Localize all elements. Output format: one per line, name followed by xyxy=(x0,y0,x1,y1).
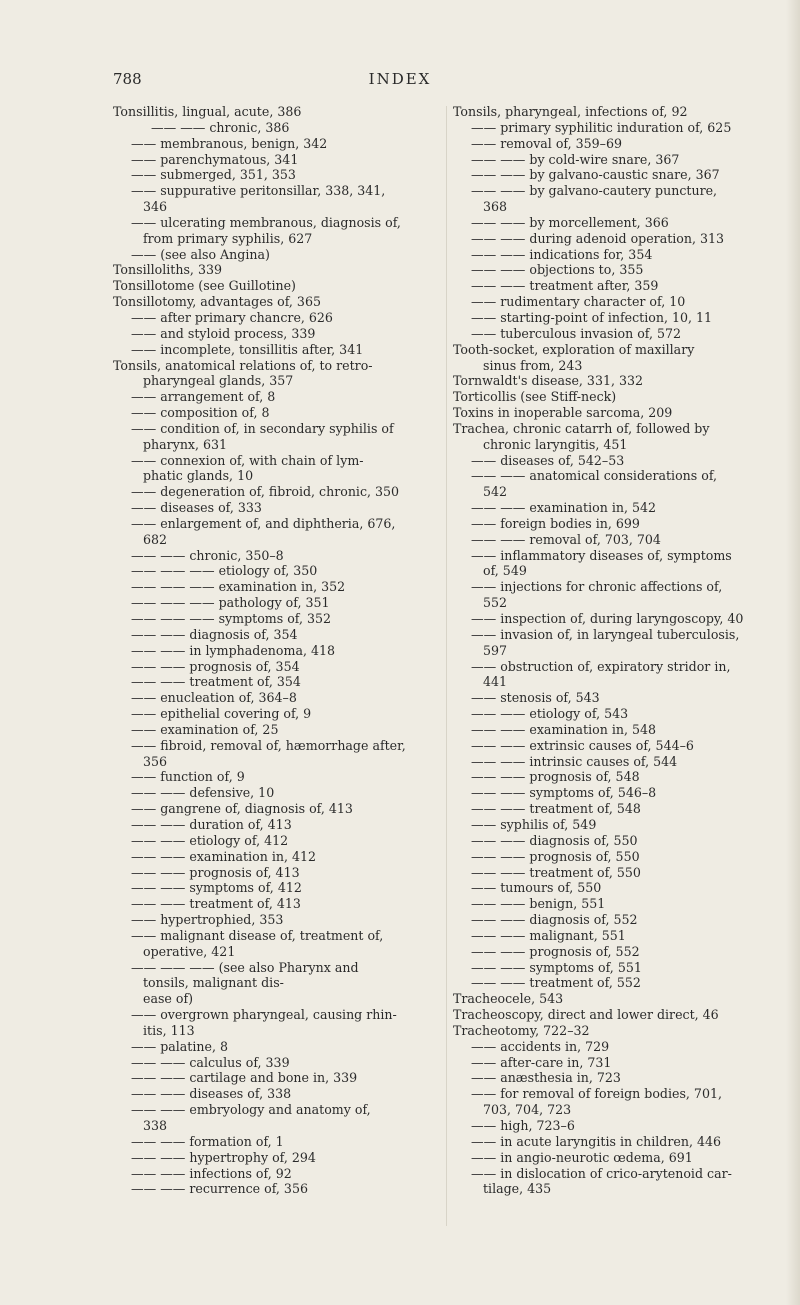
index-entry: —— for removal of foreign bodies, 701, xyxy=(471,1086,722,1102)
index-entry: —— syphilis of, 549 xyxy=(471,816,597,832)
index-entry: —— —— recurrence of, 356 xyxy=(131,1181,308,1197)
index-entry: —— degeneration of, fibroid, chronic, 350 xyxy=(131,484,400,500)
index-entry: —— —— hypertrophy of, 294 xyxy=(131,1149,316,1165)
index-entry: —— in dislocation of crico-arytenoid car- xyxy=(471,1165,732,1181)
running-title: INDEX xyxy=(368,70,432,88)
index-entry: —— enucleation of, 364–8 xyxy=(131,690,297,706)
index-entry: —— —— infections of, 92 xyxy=(131,1165,292,1181)
index-entry: —— —— prognosis of, 550 xyxy=(471,848,640,864)
index-entry-continuation: 703, 704, 723 xyxy=(483,1102,572,1118)
index-column-left xyxy=(113,104,445,1197)
index-entry: —— examination of, 25 xyxy=(131,721,279,737)
index-entry-continuation: 552 xyxy=(483,595,508,611)
index-entry: —— —— removal of, 703, 704 xyxy=(471,531,661,547)
index-entry-continuation: itis, 113 xyxy=(143,1022,195,1038)
index-entry: —— in acute laryngitis in children, 446 xyxy=(471,1133,721,1149)
index-entry-continuation: 542 xyxy=(483,484,508,500)
index-entry: —— epithelial covering of, 9 xyxy=(131,706,312,722)
index-column-right xyxy=(453,104,785,1197)
index-entry: —— foreign bodies in, 699 xyxy=(471,515,640,531)
index-entry: —— —— defensive, 10 xyxy=(131,785,275,801)
index-entry: —— —— —— examination in, 352 xyxy=(131,579,346,595)
index-entry: —— accidents in, 729 xyxy=(471,1038,610,1054)
index-entry: —— parenchymatous, 341 xyxy=(131,151,299,167)
index-entry: —— hypertrophied, 353 xyxy=(131,912,284,928)
index-entry: —— after-care in, 731 xyxy=(471,1054,612,1070)
index-entry: —— —— diagnosis of, 354 xyxy=(131,626,298,642)
index-entry-continuation: 682 xyxy=(143,531,168,547)
index-entry: —— diseases of, 333 xyxy=(131,500,262,516)
index-entry: —— —— diagnosis of, 552 xyxy=(471,912,638,928)
index-entry: —— —— extrinsic causes of, 544–6 xyxy=(471,737,694,753)
index-entry: —— —— etiology of, 543 xyxy=(471,706,629,722)
index-entry-continuation: from primary syphilis, 627 xyxy=(143,230,313,246)
index-entry: —— overgrown pharyngeal, causing rhin- xyxy=(131,1007,397,1023)
index-entry: —— condition of, in secondary syphilis of xyxy=(131,420,394,436)
index-entry: —— arrangement of, 8 xyxy=(131,389,276,405)
index-entry: —— —— symptoms of, 551 xyxy=(471,959,642,975)
index-entry: —— —— intrinsic causes of, 544 xyxy=(471,753,678,769)
index-entry: —— —— symptoms of, 546–8 xyxy=(471,785,657,801)
index-entry-continuation: 346 xyxy=(143,199,168,215)
index-entry: Tonsillitis, lingual, acute, 386 xyxy=(113,104,302,119)
page-edge-shadow xyxy=(786,0,800,1305)
column-divider xyxy=(446,106,447,1226)
page-header xyxy=(0,70,800,92)
index-entry-continuation: 597 xyxy=(483,642,508,658)
index-entry-continuation: sinus from, 243 xyxy=(483,357,583,373)
index-entry: —— after primary chancre, 626 xyxy=(131,309,333,325)
index-entry: Toxins in inoperable sarcoma, 209 xyxy=(453,405,673,421)
index-entry: —— tuberculous invasion of, 572 xyxy=(471,325,682,341)
index-entry-continuation: tonsils, malignant dis- xyxy=(143,975,284,991)
index-entry-continuation: ease of) xyxy=(143,991,194,1007)
index-entry: —— —— examination in, 412 xyxy=(131,848,317,864)
index-entry: —— —— chronic, 350–8 xyxy=(131,547,284,563)
index-entry: —— —— examination in, 542 xyxy=(471,500,657,516)
index-entry: Tonsilloliths, 339 xyxy=(113,262,222,278)
index-entry: —— —— by galvano-cautery puncture, xyxy=(471,183,718,199)
index-entry: —— —— duration of, 413 xyxy=(131,816,292,832)
index-entry: —— —— etiology of, 412 xyxy=(131,832,289,848)
index-entry: —— (see also Angina) xyxy=(131,246,270,262)
index-entry: —— —— anatomical considerations of, xyxy=(471,468,718,484)
index-entry: —— —— —— etiology of, 350 xyxy=(131,563,318,579)
index-entry: —— function of, 9 xyxy=(131,769,245,785)
index-entry: —— —— by cold-wire snare, 367 xyxy=(471,151,680,167)
index-entry: —— —— embryology and anatomy of, xyxy=(131,1102,371,1118)
index-entry: —— starting-point of infection, 10, 11 xyxy=(471,309,713,325)
index-entry: —— —— during adenoid operation, 313 xyxy=(471,230,725,246)
index-entry-continuation: pharynx, 631 xyxy=(143,436,228,452)
index-entry-continuation: of, 549 xyxy=(483,563,527,579)
index-entry: —— palatine, 8 xyxy=(131,1038,228,1054)
index-entry: —— —— formation of, 1 xyxy=(131,1133,284,1149)
index-entry: —— —— in lymphadenoma, 418 xyxy=(131,642,335,658)
index-entry: —— —— prognosis of, 552 xyxy=(471,943,640,959)
index-entry: —— anæsthesia in, 723 xyxy=(471,1070,621,1086)
index-entry: —— —— chronic, 386 xyxy=(151,119,290,135)
index-entry: Tonsillotome (see Guillotine) xyxy=(113,278,296,294)
index-entry: —— composition of, 8 xyxy=(131,405,270,421)
index-entry: Tracheotomy, 722–32 xyxy=(453,1022,590,1038)
index-entry: —— —— treatment of, 354 xyxy=(131,674,301,690)
index-entry: —— gangrene of, diagnosis of, 413 xyxy=(131,801,353,817)
index-entry: —— —— —— pathology of, 351 xyxy=(131,595,330,611)
index-entry: —— membranous, benign, 342 xyxy=(131,135,328,151)
index-entry-continuation: 441 xyxy=(483,674,508,690)
index-entry: —— submerged, 351, 353 xyxy=(131,167,296,183)
index-entry: —— removal of, 359–69 xyxy=(471,135,623,151)
index-entry: —— and styloid process, 339 xyxy=(131,325,316,341)
index-entry: —— —— diagnosis of, 550 xyxy=(471,832,638,848)
index-entry: —— —— prognosis of, 354 xyxy=(131,658,300,674)
index-entry-continuation: 368 xyxy=(483,199,508,215)
index-entry: —— tumours of, 550 xyxy=(471,880,602,896)
index-entry: —— stenosis of, 543 xyxy=(471,690,600,706)
index-entry: —— —— objections to, 355 xyxy=(471,262,644,278)
index-entry: —— injections for chronic affections of, xyxy=(471,579,723,595)
index-entry: —— —— treatment of, 413 xyxy=(131,896,301,912)
index-entry-continuation: phatic glands, 10 xyxy=(143,468,254,484)
index-entry: Tornwaldt's disease, 331, 332 xyxy=(453,373,644,389)
index-entry: —— high, 723–6 xyxy=(471,1118,575,1133)
index-entry: —— —— examination in, 548 xyxy=(471,721,657,737)
index-entry: —— —— indications for, 354 xyxy=(471,246,653,262)
index-entry: —— enlargement of, and diphtheria, 676, xyxy=(131,515,396,531)
index-entry: —— —— by galvano-caustic snare, 367 xyxy=(471,167,720,183)
index-entry: —— —— treatment of, 548 xyxy=(471,801,641,817)
index-entry: —— —— treatment of, 550 xyxy=(471,864,641,880)
index-entry: —— —— diseases of, 338 xyxy=(131,1086,292,1102)
index-entry: —— —— prognosis of, 548 xyxy=(471,769,640,785)
index-entry: —— —— malignant, 551 xyxy=(471,927,626,943)
index-entry: —— inspection of, during laryngoscopy, 40 xyxy=(471,611,744,626)
index-entry: —— —— symptoms of, 412 xyxy=(131,880,302,896)
index-entry-continuation: 356 xyxy=(143,753,168,769)
index-entry: —— invasion of, in laryngeal tuberculosis, xyxy=(471,626,740,642)
index-entry: —— —— treatment after, 359 xyxy=(471,278,659,294)
index-entry: —— obstruction of, expiratory stridor in, xyxy=(471,658,731,674)
index-entry: —— —— cartilage and bone in, 339 xyxy=(131,1070,358,1086)
index-entry: Tonsils, anatomical relations of, to retro- xyxy=(113,357,373,373)
index-entry: Tooth-socket, exploration of maxillary xyxy=(453,341,695,357)
index-entry: Trachea, chronic catarrh of, followed by xyxy=(453,420,710,436)
index-entry: —— rudimentary character of, 10 xyxy=(471,294,686,310)
index-entry: —— suppurative peritonsillar, 338, 341, xyxy=(131,183,386,199)
index-entry: —— —— calculus of, 339 xyxy=(131,1054,290,1070)
index-entry: Tonsillotomy, advantages of, 365 xyxy=(113,294,321,310)
index-entry: —— primary syphilitic induration of, 625 xyxy=(471,119,732,135)
index-entry: —— malignant disease of, treatment of, xyxy=(131,927,384,943)
index-entry: —— ulcerating membranous, diagnosis of, xyxy=(131,214,401,230)
index-entry-continuation: 338 xyxy=(143,1118,168,1133)
index-entry: —— —— —— symptoms of, 352 xyxy=(131,611,332,626)
index-entry: Tonsils, pharyngeal, infections of, 92 xyxy=(453,104,688,119)
index-entry-continuation: pharyngeal glands, 357 xyxy=(143,373,294,389)
index-entry-continuation: operative, 421 xyxy=(143,943,236,959)
index-entry: —— connexion of, with chain of lym- xyxy=(131,452,364,468)
index-entry: —— incomplete, tonsillitis after, 341 xyxy=(131,341,364,357)
index-entry: —— —— prognosis of, 413 xyxy=(131,864,300,880)
index-entry: —— —— treatment of, 552 xyxy=(471,975,641,991)
index-entry: —— —— by morcellement, 366 xyxy=(471,214,669,230)
index-entry: Tracheocele, 543 xyxy=(453,991,564,1007)
index-entry: —— in angio-neurotic œdema, 691 xyxy=(471,1149,693,1165)
index-entry: —— fibroid, removal of, hæmorrhage after, xyxy=(131,737,406,753)
page-number: 788 xyxy=(113,70,142,88)
index-entry-continuation: tilage, 435 xyxy=(483,1181,552,1197)
index-entry: —— —— —— (see also Pharynx and xyxy=(131,959,359,975)
index-entry: Torticollis (see Stiff-neck) xyxy=(453,389,617,405)
index-entry: Tracheoscopy, direct and lower direct, 46 xyxy=(453,1007,719,1023)
index-entry: —— —— benign, 551 xyxy=(471,896,606,912)
index-entry: —— inflammatory diseases of, symptoms xyxy=(471,547,732,563)
index-entry-continuation: chronic laryngitis, 451 xyxy=(483,436,628,452)
index-entry: —— diseases of, 542–53 xyxy=(471,452,625,468)
